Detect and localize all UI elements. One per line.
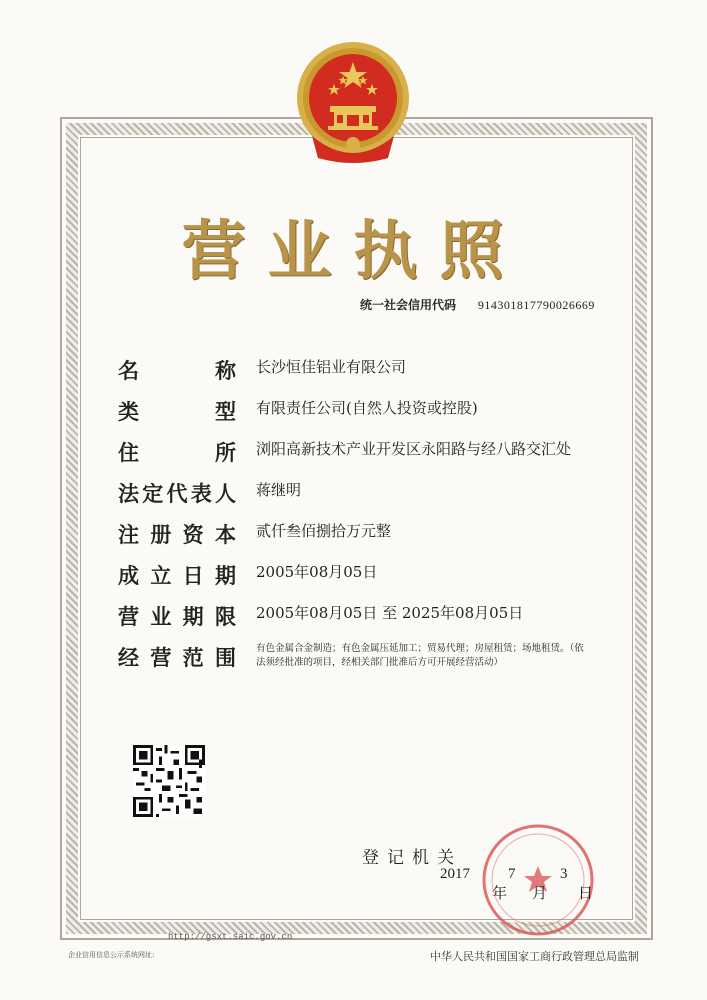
field-label-char: 立 [150,564,172,588]
field-label-char: 法 [118,482,139,506]
footer-url[interactable]: http://gsxt.saic.gov.cn [168,932,293,942]
field-label-char: 资 [182,523,204,547]
field-label-char: 住 [118,441,139,465]
field-label-char: 营 [150,646,172,670]
field-value: 有限责任公司(自然人投资或控股) [256,399,478,417]
field-value: 长沙恒佳铝业有限公司 [256,358,407,376]
field-label-char: 成 [118,564,139,588]
field-label [118,642,236,672]
field-value: 浏阳高新技术产业开发区永阳路与经八路交汇处 [256,440,572,458]
field-value: 2005年08月05日 [256,563,378,581]
field-value: 蒋继明 [256,481,302,499]
field-label-char: 定 [142,482,164,506]
field-label-char: 名 [118,359,139,383]
field-label-char: 所 [215,441,236,465]
date-day-char: 日 [578,884,594,902]
date-year-char: 年 [492,884,508,902]
field-label-char: 本 [214,523,236,547]
field-label-char: 册 [150,523,172,547]
field-value: 有色金属合金制造；有色金属压延加工；贸易代理；房屋租赁；场地租赁。（依法须经批准的项目，经相关部门批准后方可开展经营活动） [256,643,584,668]
date-year: 2017 [440,866,470,882]
footer-system-label: 企业信用信息公示系统网址: [68,951,155,959]
national-emblem-icon [290,40,416,170]
date-month: 7 [508,866,516,882]
field-label [118,478,236,508]
qr-code-icon[interactable] [133,745,205,817]
credit-code-value: 914301817790026669 [477,298,595,312]
field-label-char: 日 [182,564,204,588]
date-month-char: 月 [532,884,548,902]
field-value: 2005年08月05日 至 2025年08月05日 [256,604,524,622]
field-label-char: 范 [182,646,204,670]
field-value: 贰仟叁佰捌拾万元整 [256,522,392,540]
field-label-char: 注 [118,523,139,547]
field-label-char: 型 [215,400,236,424]
field-label [118,560,236,590]
field-label [118,519,236,549]
field-label [118,355,236,385]
field-label-char: 表 [190,482,212,506]
field-label-char: 营 [118,605,139,629]
field-label-char: 类 [118,400,139,424]
field-label-char: 人 [215,482,236,506]
date-day: 3 [560,866,568,882]
issue-date [0,866,707,906]
credit-code-label: 统一社会信用代码 [360,298,457,312]
field-label [118,396,236,426]
field-label-char: 限 [214,605,236,629]
field-label-char: 期 [182,605,204,629]
field-label-char: 称 [215,359,236,383]
field-label-char: 经 [118,646,139,670]
document-title: 营业执照 [181,214,526,289]
field-label-char: 期 [214,564,236,588]
registration-authority-label: 登记机关 [362,848,462,868]
field-label-char: 围 [214,646,236,670]
field-label [118,437,236,467]
field-label-char: 代 [166,482,188,506]
field-label-char: 业 [150,605,172,629]
field-label [118,601,236,631]
credit-code [360,296,595,313]
footer-issuer: 中华人民共和国国家工商行政管理总局监制 [430,950,639,963]
